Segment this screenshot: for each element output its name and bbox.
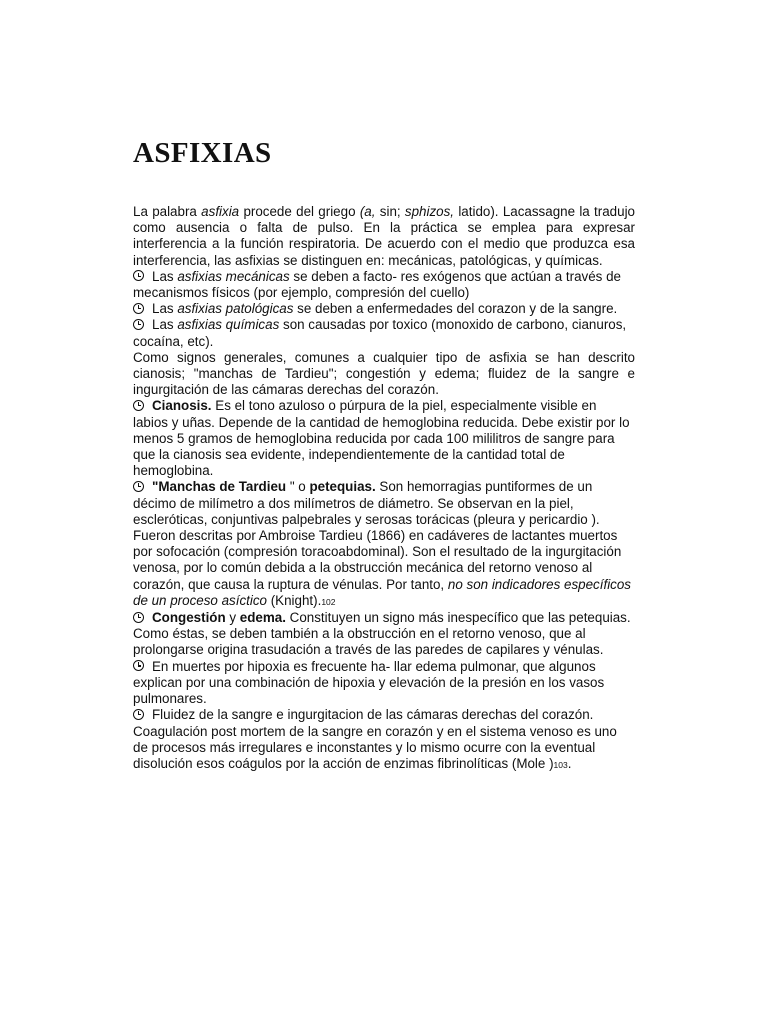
reference-number: 103 <box>553 759 568 770</box>
clock-icon <box>133 319 144 330</box>
fluidez-item: Fluidez de la sangre e ingurgitacion de las cámaras derechas del corazón. Coagulación post mortem de la sangre en corazón y en el sistema venoso es uno de procesos más irregulares e inconstantes y lo mismo ocurre con la eventual disolución esos coágulos por la acción de enzimas fibrinolíticas (Mole )103. <box>133 707 617 771</box>
intro-paragraph: La palabra asfixia procede del griego (a, sin; sphizos, latido). Lacassagne la tradujo como ausencia o falta de pulso. En la práctica se emplea para expresar interferencia a la función respiratoria. De acuerdo con el medio que produzca esa interferencia, las asfixias se distinguen en: mecánicas, patológicas, y químicas. <box>133 204 635 268</box>
quimicas-item: Las asfixias químicas son causadas por toxico (monoxido de carbono, cianuros, cocaína, etc). <box>133 317 627 349</box>
clock-icon <box>133 400 144 411</box>
document-title: ASFIXIAS <box>133 137 272 169</box>
reference-number: 102 <box>321 596 336 607</box>
document-body <box>133 204 635 773</box>
patologicas-item: Las asfixias patológicas se deben a enfermedades del corazon y de la sangre. <box>133 301 635 317</box>
hipoxia-item: En muertes por hipoxia es frecuente ha- llar edema pulmonar, que algunos explican por una combinación de hipoxia y elevación de la presión en los vasos pulmonares. <box>133 658 605 707</box>
mecanicas-item: Las asfixias mecánicas se deben a facto- res exógenos que actúan a través de mecanismos físicos (por ejemplo, compresión del cuello) <box>133 268 621 301</box>
signos-paragraph: Como signos generales, comunes a cualquier tipo de asfixia se han descrito cianosis; "manchas de Tardieu"; congestión y edema; fluidez de la sangre e ingurgitación de las cámaras derechas del corazón. <box>133 349 635 398</box>
manchas-item: "Manchas de Tardieu " o petequias. Son hemorragias puntiformes de un décimo de milímetro a dos milímetros de diámetro. Se observan en la piel, escleróticas, conjuntivas palpebrales y serosas torácicas (pleura y pericardio ). Fueron descritas por Ambroise Tardieu (1866) en cadáveres de lactantes muertos por sofocación (compresión toracoabdominal). Son el resultado de la ingurgitación venosa, por lo común debida a la obstrucción mecánica del retorno venoso al corazón, que causa la ruptura de vénulas. Por tanto, no son indicadores específicos de un proceso asíctico (Knight).102 <box>133 479 632 608</box>
clock-icon <box>133 303 144 314</box>
clock-icon <box>133 270 144 281</box>
congestion-item: Congestión y edema. Constituyen un signo más inespecífico que las petequias. Como éstas, se deben también a la obstrucción en el retorno venoso, que al prolongarse origina trasudación a través de las paredes de capilares y vénulas. <box>133 610 631 658</box>
clock-icon <box>133 660 144 671</box>
clock-icon <box>133 709 144 720</box>
cianosis-item: Cianosis. Es el tono azuloso o púrpura de la piel, especialmente visible en labios y uñas. Depende de la cantidad de hemoglobina reducida. Debe existir por lo menos 5 gramos de hemoglobina reducida por cada 100 mililitros de sangre para que la cianosis sea evidente, independientemente de la cantidad total de hemoglobina. <box>133 398 630 479</box>
clock-icon <box>133 481 144 492</box>
clock-icon <box>133 612 144 623</box>
